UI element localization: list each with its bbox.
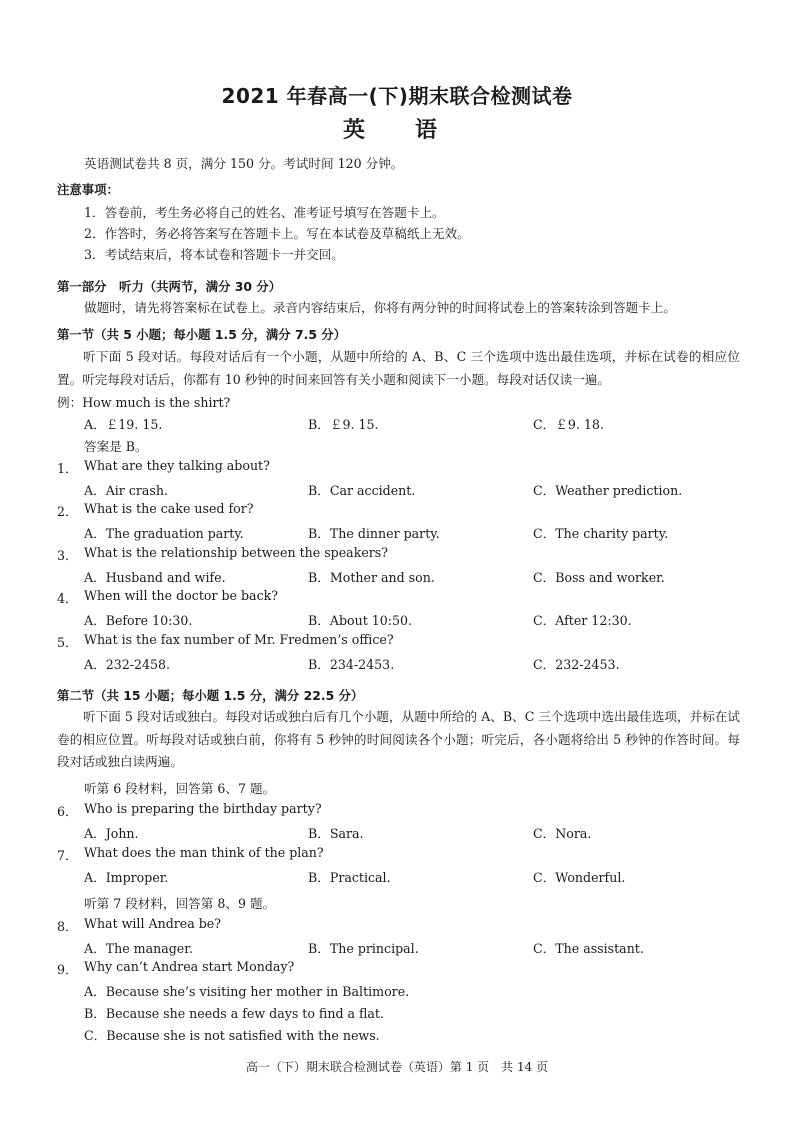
question-number: 3．: [57, 548, 78, 563]
example-option-c: C．￡9. 18.: [533, 417, 604, 432]
option-c: C．The charity party.: [533, 526, 669, 541]
question-number: 8．: [57, 919, 78, 934]
example-option-b: B．￡9. 15.: [308, 417, 379, 432]
option-b: B．The dinner party.: [308, 526, 440, 541]
section1-instruction: 听下面 5 段对话。每段对话后有一个小题，从题中所给的 A、B、C 三个选项中选出最佳选项，并标在试卷的相应位置。听完每段对话后，你都有 10 秒钟的时间来回答有关小题和阅读下一小题。每段对话仅读一遍。: [57, 349, 740, 387]
exam-title: 2021 年春高一(下)期末联合检测试卷: [221, 84, 573, 108]
question-text: What are they talking about?: [84, 458, 270, 473]
notice-item: 1．答卷前，考生务必将自己的姓名、准考证号填写在答题卡上。: [84, 205, 445, 220]
option-a: A．The graduation party.: [84, 526, 244, 541]
exam-intro: 英语测试卷共 8 页，满分 150 分。考试时间 120 分钟。: [84, 156, 404, 171]
material-label: 听第 7 段材料，回答第 8、9 题。: [84, 896, 276, 911]
question-text: Who is preparing the birthday party?: [84, 801, 322, 816]
option-c: C．232-2453.: [533, 657, 620, 672]
part1-instruction: 做题时，请先将答案标在试卷上。录音内容结束后，你将有两分钟的时间将试卷上的答案转涂到答题卡上。: [84, 300, 676, 315]
option-c: C．Weather prediction.: [533, 483, 683, 498]
page-footer: 高一（下）期末联合检测试卷（英语）第 1 页 共 14 页: [245, 1060, 549, 1074]
option-b: B．The principal.: [308, 941, 419, 956]
question-number: 4．: [57, 591, 78, 606]
question-number: 7．: [57, 848, 78, 863]
question-text: What will Andrea be?: [84, 916, 222, 931]
option-a: A．Husband and wife.: [84, 570, 226, 585]
option-c: C．The assistant.: [533, 941, 644, 956]
section2-heading: 第二节（共 15 小题；每小题 1.5 分，满分 22.5 分）: [57, 688, 364, 703]
option-c: C．Boss and worker.: [533, 570, 665, 585]
section2-instruction: 听下面 5 段对话或独白。每段对话或独白后有几个小题，从题中所给的 A、B、C 三个选项中选出最佳选项，并标在试卷的相应位置。听每段对话或独白前，你将有 5 秒钟的时间阅读各个小题；听完后，各小题将给出 5 秒钟的作答时间。每段对话或独白读两遍。: [57, 709, 740, 769]
example-question: 例：How much is the shirt?: [57, 395, 231, 410]
question-number: 6．: [57, 804, 78, 819]
question-number: 1．: [57, 461, 78, 476]
question-text: What is the fax number of Mr. Fredmen’s office?: [84, 632, 394, 647]
example-answer: 答案是 B。: [84, 439, 148, 454]
option-a: A．Because she’s visiting her mother in Baltimore.: [84, 984, 410, 999]
option-c: C．Because she is not satisfied with the news.: [84, 1028, 380, 1043]
option-a: A．232-2458.: [84, 657, 171, 672]
question-text: When will the doctor be back?: [84, 588, 279, 603]
exam-subject: 英 语: [342, 118, 451, 143]
example-option-a: A．￡19. 15.: [84, 417, 163, 432]
option-a: A．Air crash.: [84, 483, 168, 498]
question-text: Why can’t Andrea start Monday?: [84, 959, 295, 974]
option-a: A．The manager.: [84, 941, 193, 956]
option-a: A．Improper.: [84, 870, 169, 885]
option-b: B．Practical.: [308, 870, 391, 885]
question-text: What is the cake used for?: [84, 501, 254, 516]
question-text: What is the relationship between the speakers?: [84, 545, 389, 560]
option-b: B．Car accident.: [308, 483, 416, 498]
option-b: B．234-2453.: [308, 657, 395, 672]
section1-heading: 第一节（共 5 小题；每小题 1.5 分，满分 7.5 分）: [57, 327, 347, 342]
option-b: B．Mother and son.: [308, 570, 435, 585]
question-text: What does the man think of the plan?: [84, 845, 324, 860]
option-c: C．Nora.: [533, 826, 592, 841]
material-label: 听第 6 段材料，回答第 6、7 题。: [84, 781, 276, 796]
option-a: A．Before 10:30.: [84, 613, 193, 628]
notice-item: 3．考试结束后，将本试卷和答题卡一并交回。: [84, 247, 344, 262]
part1-heading: 第一部分 听力（共两节，满分 30 分）: [57, 279, 282, 294]
notice-heading: 注意事项：: [57, 182, 119, 197]
notice-item: 2．作答时，务必将答案写在答题卡上。写在本试卷及草稿纸上无效。: [84, 226, 470, 241]
option-c: C．Wonderful.: [533, 870, 626, 885]
question-number: 9．: [57, 962, 78, 977]
option-b: B．Sara.: [308, 826, 364, 841]
option-c: C．After 12:30.: [533, 613, 632, 628]
question-number: 2．: [57, 504, 78, 519]
option-b: B．About 10:50.: [308, 613, 413, 628]
option-b: B．Because she needs a few days to find a flat.: [84, 1006, 384, 1021]
option-a: A．John.: [84, 826, 139, 841]
question-number: 5．: [57, 635, 78, 650]
